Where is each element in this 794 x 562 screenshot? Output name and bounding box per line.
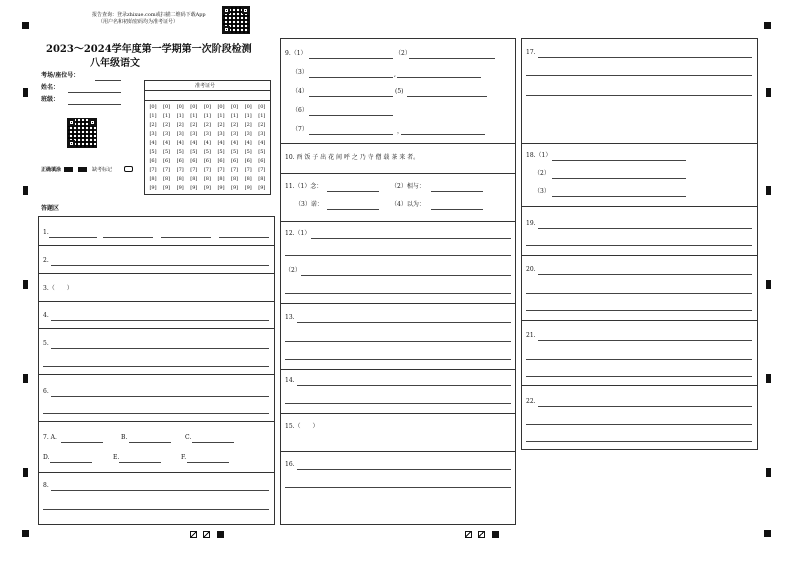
ticket-digit-bubble[interactable]: [4] <box>258 140 266 146</box>
ticket-digit-bubble[interactable]: [1] <box>244 113 252 119</box>
registration-mark <box>764 530 771 537</box>
ticket-digit-bubble[interactable]: [7] <box>258 167 266 173</box>
ticket-digit-bubble[interactable]: [4] <box>149 140 157 146</box>
q20-answer-line[interactable] <box>538 274 752 275</box>
q19-answer-line[interactable] <box>538 228 752 229</box>
ticket-digit-bubble[interactable]: [6] <box>190 158 198 164</box>
ticket-digit-bubble[interactable]: [0] <box>244 104 252 110</box>
page-marker-check <box>203 531 210 538</box>
ticket-digit-bubble[interactable]: [1] <box>203 113 211 119</box>
q9-3-comma: , <box>394 71 396 78</box>
ticket-digit-bubble[interactable]: [8] <box>176 176 184 182</box>
q18-1-label: 18.（1） <box>526 152 552 159</box>
q1-label: 1. <box>43 229 49 236</box>
q7-a-label: 7. A. <box>43 434 57 441</box>
ticket-digit-bubble[interactable]: [8] <box>149 176 157 182</box>
ticket-digit-bubble[interactable]: [9] <box>176 185 184 191</box>
q9-3-blank[interactable] <box>397 77 481 78</box>
timing-mark <box>23 374 28 383</box>
q9-4-blank[interactable] <box>309 96 393 97</box>
q17-answer-line[interactable] <box>526 95 752 96</box>
timing-mark <box>23 186 28 195</box>
q22-answer-line[interactable] <box>526 441 752 442</box>
ticket-digit-bubble[interactable]: [6] <box>163 158 171 164</box>
ticket-digit-bubble[interactable]: [1] <box>258 113 266 119</box>
ticket-digit-bubble[interactable]: [8] <box>244 176 252 182</box>
student-qr-code-icon <box>67 118 97 148</box>
ticket-digit-bubble[interactable]: [8] <box>258 176 266 182</box>
field-seat-label: 考场/座位号： <box>41 72 80 79</box>
q10-sentence: 10. 酉 饭 子 出 花 间 呼 之 乃 寺 僧 载 茶 来 者。 <box>285 154 420 161</box>
ticket-digit-bubble[interactable]: [0] <box>231 104 239 110</box>
field-seat-input[interactable] <box>95 80 121 81</box>
legend-absent-swatch <box>78 167 87 172</box>
ticket-digit-bubble[interactable]: [6] <box>231 158 239 164</box>
q2-answer-line[interactable] <box>51 265 269 266</box>
ticket-digit-bubble[interactable]: [4] <box>203 140 211 146</box>
q18-2-blank[interactable] <box>552 178 686 179</box>
q21-answer-line[interactable] <box>526 359 752 360</box>
ticket-digit-bubble[interactable]: [5] <box>176 149 184 155</box>
ticket-digit-bubble[interactable]: [0] <box>163 104 171 110</box>
ticket-digit-bubble[interactable]: [8] <box>190 176 198 182</box>
q22-answer-line[interactable] <box>526 424 752 425</box>
q9-2-label: （2） <box>395 50 411 57</box>
q9-1-blank[interactable] <box>309 58 393 59</box>
timing-mark <box>766 186 771 195</box>
q6-answer-line[interactable] <box>51 396 269 397</box>
exam-subtitle: 八年级语文 <box>90 58 140 69</box>
q11-1-label: 11.（1）念： <box>285 183 323 190</box>
timing-mark <box>23 468 28 477</box>
q9-1-label: 9.（1） <box>285 50 307 57</box>
ticket-digit-bubble[interactable]: [8] <box>163 176 171 182</box>
q21-answer-line[interactable] <box>526 376 752 377</box>
q12-1-answer-line[interactable] <box>311 238 511 239</box>
q18-2-label: （2） <box>534 170 550 177</box>
ticket-digit-bubble[interactable]: [3] <box>217 131 225 137</box>
ticket-digit-bubble[interactable]: [9] <box>149 185 157 191</box>
q12-1-label: 12.（1） <box>285 230 311 237</box>
ticket-digit-bubble[interactable]: [6] <box>217 158 225 164</box>
ticket-digit-bubble[interactable]: [8] <box>231 176 239 182</box>
q9-6-blank[interactable] <box>309 115 393 116</box>
ticket-digit-bubble[interactable]: [2] <box>190 122 198 128</box>
q22-answer-line[interactable] <box>538 406 752 407</box>
q11-3-label: （3）诺： <box>295 201 323 208</box>
ticket-digit-bubble[interactable]: [2] <box>244 122 252 128</box>
ticket-digit-bubble[interactable]: [7] <box>244 167 252 173</box>
field-class-input[interactable] <box>68 104 121 105</box>
report-note-line2: （用户名和初始密码均为准考证号） <box>98 19 179 25</box>
ticket-digit-bubble[interactable]: [0] <box>176 104 184 110</box>
q9-3-label: （3） <box>292 69 308 76</box>
ticket-digit-bubble[interactable]: [7] <box>190 167 198 173</box>
q9-7-label: （7） <box>292 126 308 133</box>
q17-answer-line[interactable] <box>538 57 752 58</box>
ticket-digit-bubble[interactable]: [3] <box>190 131 198 137</box>
q7-a-blank[interactable] <box>61 442 103 443</box>
page-marker-filled <box>217 531 224 538</box>
q7-b-blank[interactable] <box>129 442 171 443</box>
legend-absent-label: 缺考标记 <box>92 167 113 173</box>
ticket-digit-bubble[interactable]: [9] <box>258 185 266 191</box>
ticket-digit-bubble[interactable]: [3] <box>258 131 266 137</box>
q8-answer-line[interactable] <box>51 490 269 491</box>
q8-answer-line[interactable] <box>43 509 269 510</box>
q13-answer-line[interactable] <box>297 322 511 323</box>
ticket-digit-bubble[interactable]: [9] <box>190 185 198 191</box>
answer-column-1 <box>38 216 275 525</box>
ticket-digit-bubble[interactable]: [2] <box>258 122 266 128</box>
ticket-digit-bubble[interactable]: [1] <box>217 113 225 119</box>
q4-label: 4. <box>43 312 49 319</box>
q13-label: 13. <box>285 314 295 321</box>
q14-answer-line[interactable] <box>297 385 511 386</box>
ticket-digit-bubble[interactable]: [4] <box>176 140 184 146</box>
q9-5-blank[interactable] <box>407 96 487 97</box>
ticket-digit-bubble[interactable]: [7] <box>163 167 171 173</box>
ticket-digit-bubble[interactable]: [5] <box>217 149 225 155</box>
ticket-digit-bubble[interactable]: [2] <box>149 122 157 128</box>
ticket-digit-bubble[interactable]: [5] <box>244 149 252 155</box>
q7-d-label: D. <box>43 454 50 461</box>
ticket-digit-bubble[interactable]: [2] <box>217 122 225 128</box>
q21-answer-line[interactable] <box>538 340 752 341</box>
ticket-digit-bubble[interactable]: [7] <box>203 167 211 173</box>
q16-answer-line[interactable] <box>285 487 511 488</box>
q16-label: 16. <box>285 461 295 468</box>
legend-correct-label: 正确填涂 <box>41 167 62 173</box>
q4-answer-line[interactable] <box>51 320 269 321</box>
answer-column-2 <box>280 38 516 525</box>
ticket-digit-bubble[interactable]: [9] <box>217 185 225 191</box>
ticket-digit-bubble[interactable]: [0] <box>258 104 266 110</box>
q9-7-comma: ， <box>397 128 404 135</box>
q20-label: 20. <box>526 266 536 273</box>
ticket-digit-bubble[interactable]: [0] <box>217 104 225 110</box>
q20-answer-line[interactable] <box>526 310 752 311</box>
q9-7-blank[interactable] <box>401 134 485 135</box>
q3-label: 3.（ ） <box>43 285 73 292</box>
q11-4-label: （4）以为： <box>391 201 425 208</box>
q7-f-blank[interactable] <box>187 462 229 463</box>
answer-area-header: 答题区 <box>41 205 60 212</box>
ticket-number-grid <box>144 80 271 195</box>
ticket-digit-bubble[interactable]: [9] <box>231 185 239 191</box>
page-marker-check <box>190 531 197 538</box>
ticket-digit-bubble[interactable]: [8] <box>203 176 211 182</box>
field-class-label: 班级： <box>41 96 60 103</box>
ticket-digit-bubble[interactable]: [5] <box>231 149 239 155</box>
report-note-line1: 报告查询：登录zhixue.com或扫描二维码下载App <box>92 12 206 18</box>
q2-label: 2. <box>43 257 49 264</box>
ticket-digit-bubble[interactable]: [4] <box>163 140 171 146</box>
ticket-digit-bubble[interactable]: [2] <box>176 122 184 128</box>
ticket-digit-bubble[interactable]: [8] <box>217 176 225 182</box>
ticket-digit-bubble[interactable]: [0] <box>149 104 157 110</box>
legend-correct-swatch <box>64 167 73 172</box>
q9-7-blank[interactable] <box>309 134 393 135</box>
ticket-digit-bubble[interactable]: [1] <box>163 113 171 119</box>
q17-answer-line[interactable] <box>526 75 752 76</box>
ticket-digit-bubble[interactable]: [4] <box>231 140 239 146</box>
timing-mark <box>23 280 28 289</box>
q17-label: 17. <box>526 49 536 56</box>
q19-label: 19. <box>526 220 536 227</box>
q11-3-blank[interactable] <box>327 209 379 210</box>
q11-2-label: （2）相与： <box>391 183 425 190</box>
q14-label: 14. <box>285 377 295 384</box>
ticket-digit-bubble[interactable]: [4] <box>217 140 225 146</box>
q15-label: 15.（ ） <box>285 423 319 430</box>
timing-mark <box>766 374 771 383</box>
q11-1-blank[interactable] <box>327 191 379 192</box>
ticket-digit-bubble[interactable]: [5] <box>258 149 266 155</box>
q11-2-blank[interactable] <box>431 191 483 192</box>
ticket-digit-bubble[interactable]: [5] <box>149 149 157 155</box>
ticket-digit-bubble[interactable]: [0] <box>203 104 211 110</box>
q7-c-label: C. <box>185 434 192 441</box>
page-marker-check <box>465 531 472 538</box>
ticket-digit-bubble[interactable]: [3] <box>244 131 252 137</box>
q7-b-label: B. <box>121 434 128 441</box>
q9-5-label: (5) <box>395 88 404 95</box>
ticket-digit-bubble[interactable]: [5] <box>163 149 171 155</box>
ticket-digit-bubble[interactable]: [1] <box>190 113 198 119</box>
ticket-digit-bubble[interactable]: [4] <box>244 140 252 146</box>
ticket-digit-bubble[interactable]: [6] <box>258 158 266 164</box>
q21-label: 21. <box>526 332 536 339</box>
ticket-digit-bubble[interactable]: [3] <box>231 131 239 137</box>
ticket-digit-bubble[interactable]: [3] <box>203 131 211 137</box>
app-qr-code-icon <box>222 6 250 34</box>
ticket-digit-bubble[interactable]: [1] <box>176 113 184 119</box>
q1-blank[interactable] <box>103 237 153 238</box>
ticket-digit-bubble[interactable]: [5] <box>190 149 198 155</box>
q11-4-blank[interactable] <box>431 209 483 210</box>
timing-mark <box>766 88 771 97</box>
q8-label: 8. <box>43 482 49 489</box>
ticket-digit-bubble[interactable]: [6] <box>244 158 252 164</box>
ticket-digit-bubble[interactable]: [2] <box>231 122 239 128</box>
field-name-input[interactable] <box>68 92 121 93</box>
q1-blank[interactable] <box>161 237 211 238</box>
q7-c-blank[interactable] <box>192 442 234 443</box>
timing-mark <box>766 280 771 289</box>
ticket-digit-bubble[interactable]: [6] <box>176 158 184 164</box>
timing-mark <box>766 468 771 477</box>
ticket-digit-bubble[interactable]: [1] <box>149 113 157 119</box>
ticket-digit-bubble[interactable]: [3] <box>176 131 184 137</box>
q13-answer-line[interactable] <box>285 359 511 360</box>
q16-answer-line[interactable] <box>297 469 511 470</box>
ticket-digit-bubble[interactable]: [7] <box>231 167 239 173</box>
ticket-digit-bubble[interactable]: [9] <box>244 185 252 191</box>
page-marker-filled <box>492 531 499 538</box>
ticket-digit-bubble[interactable]: [2] <box>203 122 211 128</box>
q7-e-label: E. <box>113 454 120 461</box>
q20-answer-line[interactable] <box>526 293 752 294</box>
ticket-digit-bubble[interactable]: [9] <box>203 185 211 191</box>
q18-1-blank[interactable] <box>552 160 686 161</box>
ticket-digit-bubble[interactable]: [7] <box>149 167 157 173</box>
timing-mark <box>23 88 28 97</box>
q19-answer-line[interactable] <box>526 245 752 246</box>
q18-3-blank[interactable] <box>552 196 686 197</box>
ticket-digit-bubble[interactable]: [2] <box>163 122 171 128</box>
q12-2-answer-line[interactable] <box>285 293 511 294</box>
q13-answer-line[interactable] <box>285 341 511 342</box>
q6-label: 6. <box>43 388 49 395</box>
ticket-number-header: 准考证号 <box>195 83 216 89</box>
exam-title: 2023～2024学年度第一学期第一次阶段检测 <box>46 44 252 55</box>
q5-answer-line[interactable] <box>43 366 269 367</box>
ticket-digit-bubble[interactable]: [6] <box>203 158 211 164</box>
q9-4-label: （4） <box>292 88 308 95</box>
q6-answer-line[interactable] <box>43 413 269 414</box>
ticket-digit-bubble[interactable]: [5] <box>203 149 211 155</box>
q1-blank[interactable] <box>219 237 269 238</box>
q12-1-answer-line[interactable] <box>285 255 511 256</box>
ticket-digit-bubble[interactable]: [4] <box>190 140 198 146</box>
ticket-digit-bubble[interactable]: [7] <box>176 167 184 173</box>
registration-mark <box>22 22 29 29</box>
q18-3-label: （3） <box>534 188 550 195</box>
ticket-digit-bubble[interactable]: [3] <box>163 131 171 137</box>
q7-f-label: F. <box>181 454 187 461</box>
q1-blank[interactable] <box>49 237 97 238</box>
ticket-digit-bubble[interactable]: [1] <box>231 113 239 119</box>
q5-answer-line[interactable] <box>51 348 269 349</box>
q12-2-label: （2） <box>285 267 301 274</box>
q22-label: 22. <box>526 398 536 405</box>
q5-label: 5. <box>43 340 49 347</box>
ticket-digit-bubble[interactable]: [6] <box>149 158 157 164</box>
page-marker-check <box>478 531 485 538</box>
registration-mark <box>764 22 771 29</box>
q9-6-label: （6） <box>292 107 308 114</box>
ticket-digit-bubble[interactable]: [7] <box>217 167 225 173</box>
registration-mark <box>22 530 29 537</box>
ticket-digit-bubble[interactable]: [0] <box>190 104 198 110</box>
answer-column-3 <box>521 38 758 450</box>
ticket-digit-bubble[interactable]: [3] <box>149 131 157 137</box>
field-name-label: 姓名： <box>41 84 60 91</box>
q9-3-blank[interactable] <box>309 77 393 78</box>
q7-e-blank[interactable] <box>119 462 161 463</box>
q9-2-blank[interactable] <box>409 58 495 59</box>
ticket-digit-bubble[interactable]: [9] <box>163 185 171 191</box>
q7-d-blank[interactable] <box>50 462 92 463</box>
legend-absent-box[interactable] <box>124 166 133 172</box>
q12-2-answer-line[interactable] <box>301 275 511 276</box>
q14-answer-line[interactable] <box>285 403 511 404</box>
